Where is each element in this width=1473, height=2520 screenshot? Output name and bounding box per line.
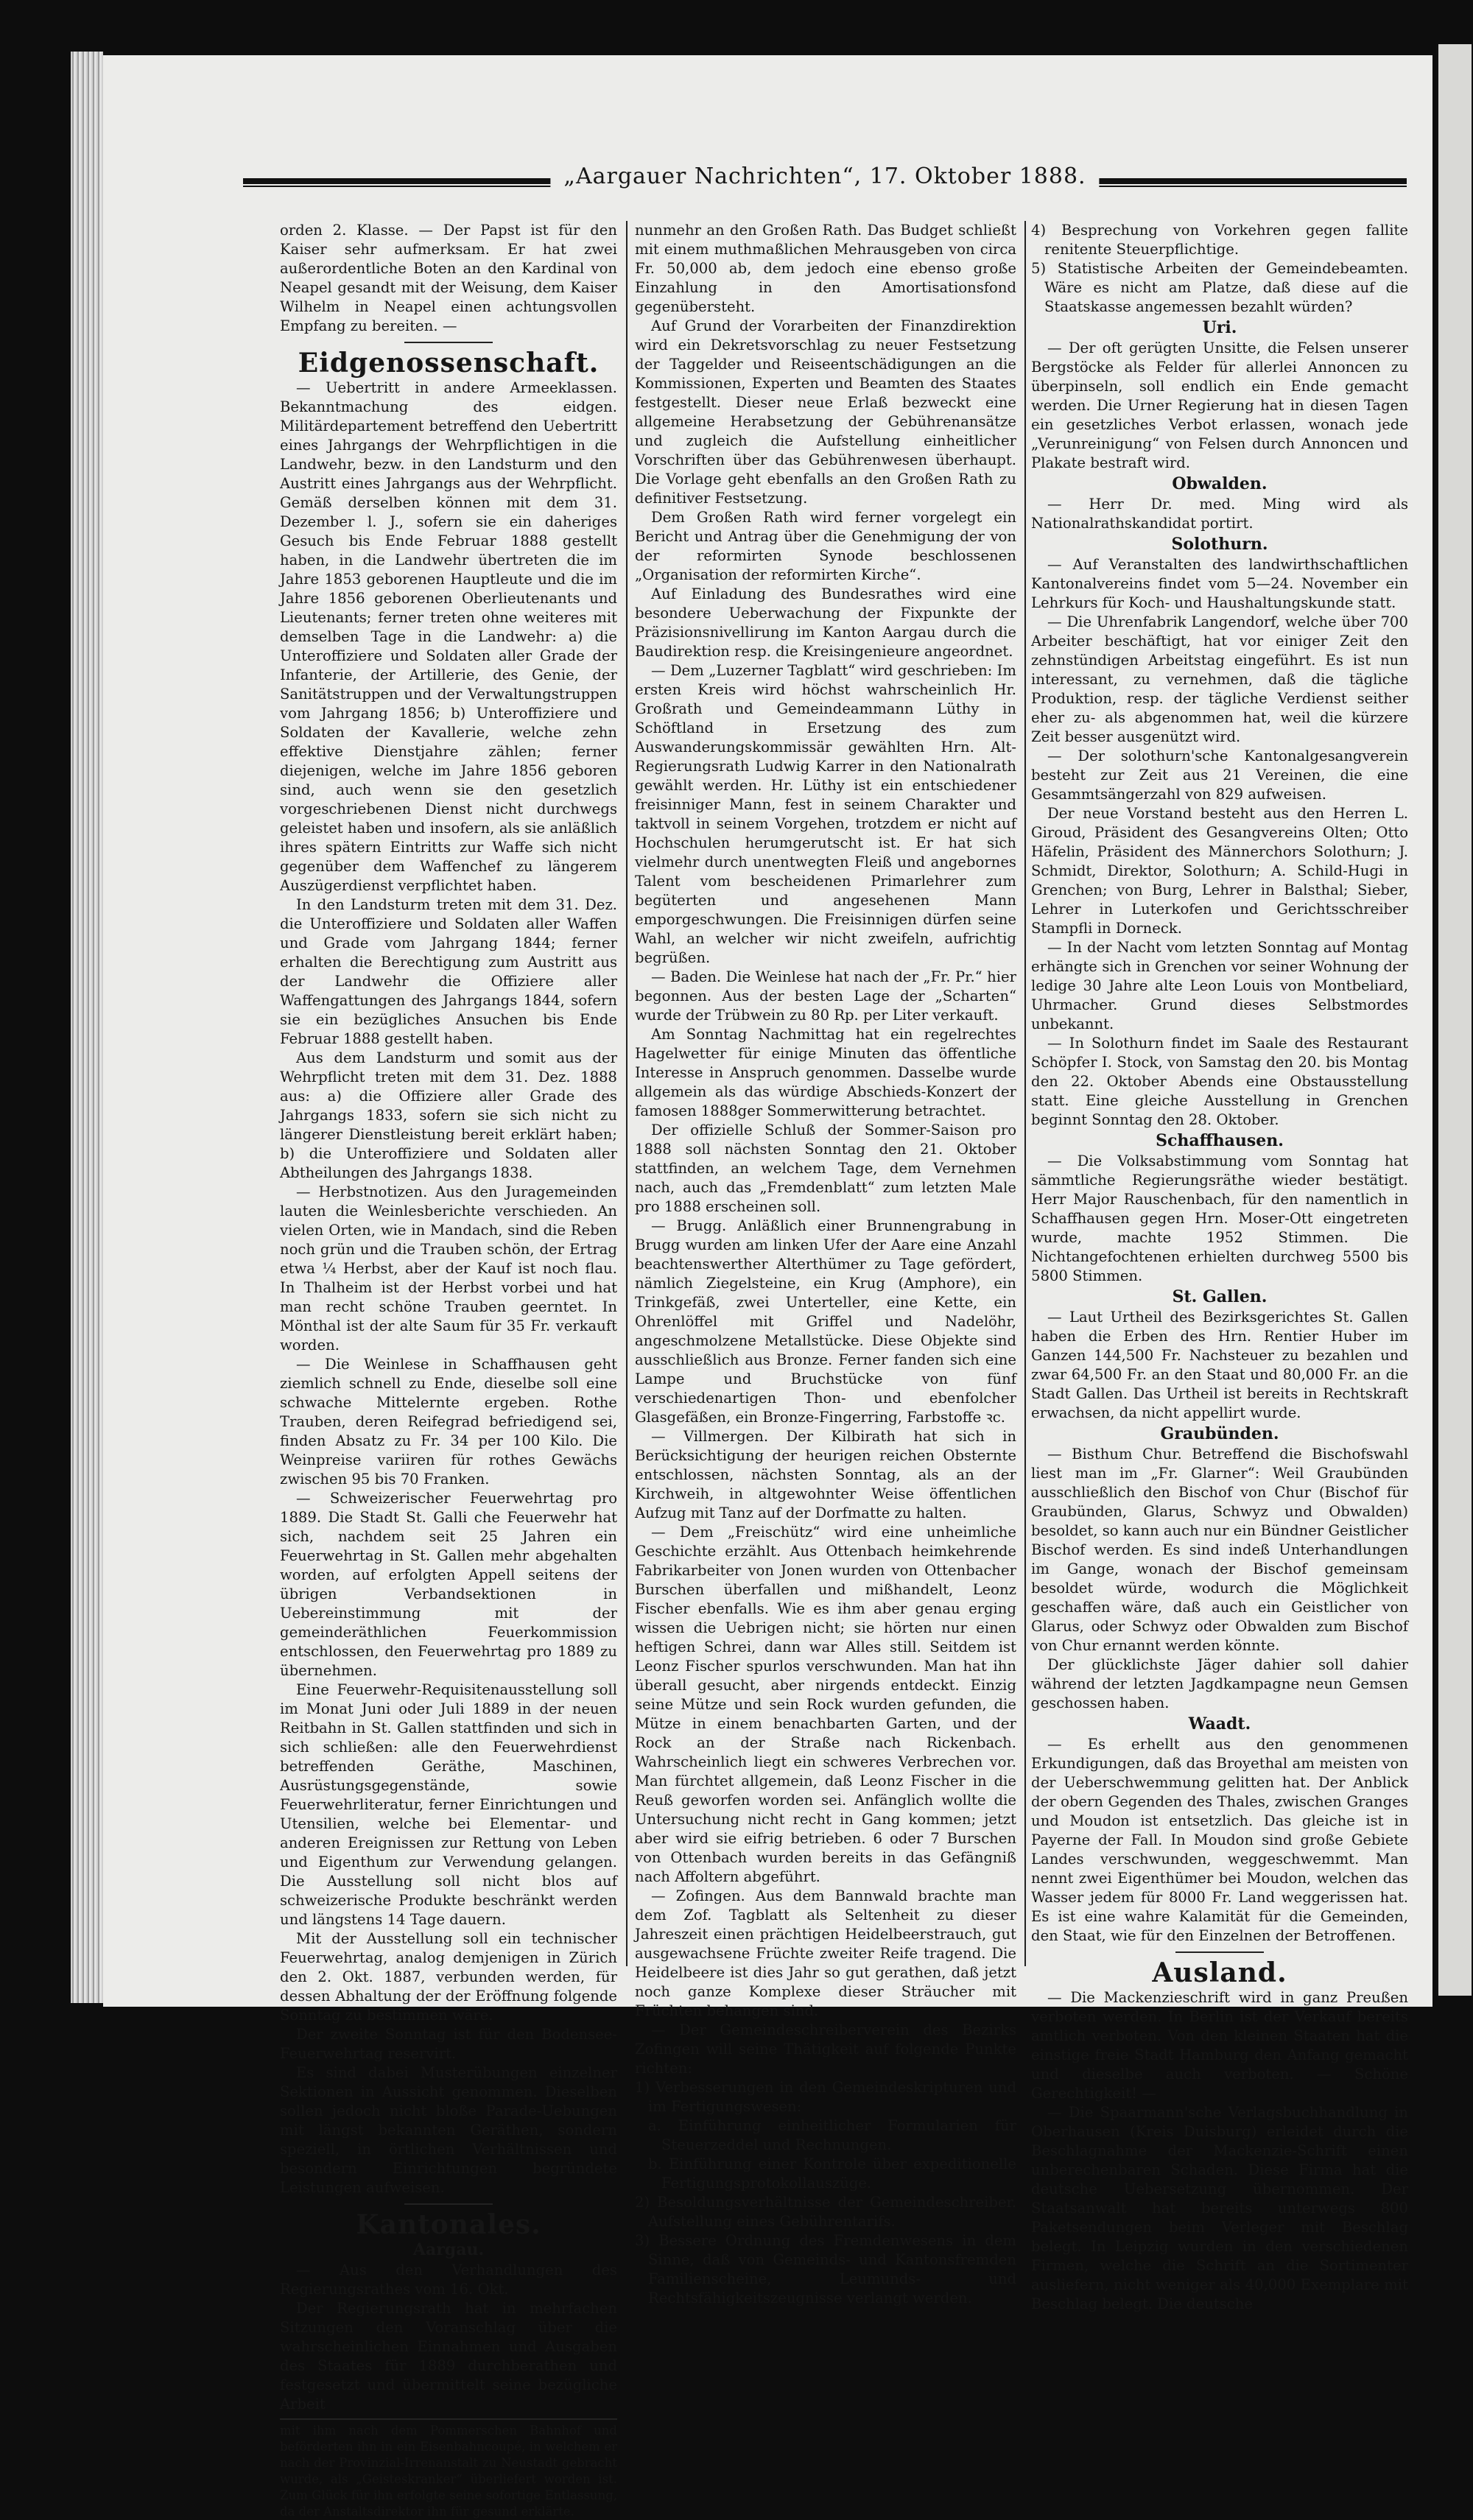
paragraph: — Villmergen. Der Kilbirath hat sich in Berücksichtigung der heurigen reichen Obsternte entschlossen, nächsten Sonntag, als an der Kirchweih, in altgewohnter Weise öffentlichen Aufzug mit Tanz auf der Dorfmatte zu halten. [635,1428,1016,1521]
paragraph: Dem Großen Rath wird ferner vorgelegt ein Bericht und Antrag über die Genehmigung der von der reformirten Synode beschlossenen „Organisation der reformirten Kirche“. [635,509,1016,583]
paragraph: — Der solothurn'sche Kantonalgesangverein besteht zur Zeit aus 21 Vereinen, die eine Gesammtsängerzahl von 829 aufweisen. [1031,747,1408,803]
subheading-waadt: Waadt. [1188,1714,1251,1734]
paragraph: — Die Volksabstimmung vom Sonntag hat sämmtliche Regierungsräthe wieder bestätigt. Herr Major Rauschenbach, für den namentlich in Schaffhausen gegen Hrn. Moser-Ott eingetreten wurde, machte 1952 Stimmen. Die Nichtangefochtenen erhielten durchweg 5500 bis 5800 Stimmen. [1031,1152,1408,1284]
column-1 [280,221,617,2520]
divider [1175,1951,1264,1953]
paragraph: — Aus den Verhandlungen des Regierungsrathes vom 16. Okt. [280,2262,617,2298]
section-heading-kantonales: Kantonales. [356,2209,541,2240]
list-item: 4) Besprechung von Vorkehren gegen fallite renitente Steuerpflichtige. [1031,222,1408,258]
paragraph: — Auf Veranstalten des landwirthschaftlichen Kantonalvereins findet vom 5—24. November ein Lehrkurs für Koch- und Haushaltungskunde statt. [1031,556,1408,611]
paragraph: — Dem „Freischütz“ wird eine unheimliche Geschichte erzählt. Aus Ottenbach heimkehrende Fabrikarbeiter von Jonen wurden von Ottenbacher Burschen überfallen und mißhandelt, Leonz Fischer ebenfalls. Wie es ihm aber genau erging wissen die Uebrigen nicht; sie hörten nur einen heftigen Schrei, dann war Alles still. Seitdem ist Leonz Fischer spurlos verschwunden. Man hat ihn überall gesucht, aber nirgends entdeckt. Einzig seine Mütze und sein Rock wurden gefunden, die Mütze in einem benachbarten Garten, und der Rock an der Straße nach Rickenbach. Wahrscheinlich liegt ein schweres Verbrechen vor. Man fürchtet allgemein, daß Leonz Fischer in die Reuß geworfen worden sei. Anfänglich wollte die Untersuchung nicht recht in Gang kommen; jetzt aber wird sie eifrig betrieben. 6 oder 7 Burschen von Ottenbach wurden bereits in das Gefängniß nach Affoltern abgeführt. [635,1524,1016,1885]
paragraph: — Bisthum Chur. Betreffend die Bischofswahl liest man im „Fr. Glarner“: Weil Graubünden ausschließlich den Bischof von Chur (Bischof für Graubünden, Glarus, Schwyz und Obwalden) besoldet, so kann auch nur ein Bündner Geistlicher Bischof werden. Es sind indeß Unterhandlungen im Gange, wonach der Bischof gemeinsam besoldet würde, wodurch die Möglichkeit geschaffen wäre, daß auch ein Geistlicher von Glarus, oder Schwyz oder Obwalden zum Bischof von Chur ernannt werden könnte. [1031,1446,1409,1654]
subheading-graubuenden: Graubünden. [1160,1424,1279,1443]
masthead [243,125,1407,189]
list-item: 1) Verbesserungen in den Gemeindeskripturen und im Fertigungswesen: [635,2079,1016,2115]
column-2 [635,221,1016,2308]
paragraph: In den Landsturm treten mit dem 31. Dez. die Unteroffiziere und Soldaten aller Waffen und Grade vom Jahrgang 1844; ferner erhalten die Berechtigung zum Austritt aus der Landwehr die Offiziere aller Waffengattungen des Jahrgangs 1844, sofern sie ein bezügliches Ansuchen bis Ende Februar 1888 gestellt haben. [280,896,617,1047]
paragraph: — Herbstnotizen. Aus den Juragemeinden lauten die Weinlesberichte verschieden. An vielen Orten, wie in Mandach, sind die Reben noch grün und die Trauben schön, der Ertrag etwa ¼ Herbst, aber der Kauf ist noch flau. In Thalheim ist der Herbst vorbei und hat man recht schöne Trauben geerntet. In Mönthal ist der alte Saum für 35 Fr. verkauft worden. [280,1183,617,1354]
paragraph: Der zweite Sonntag ist für den Bodensee-Feuerwehrtag reservirt. [280,2026,617,2062]
divider [404,2203,493,2205]
masthead-title: „Aargauer Nachrichten“, 17. Oktober 1888. [550,163,1099,189]
paragraph: Auf Grund der Vorarbeiten der Finanzdirektion wird ein Dekretsvorschlag zu neuer Festsetzung der Taggelder und Reiseentschädigungen an die Kommissionen, Experten und Beamten des Staates festgestellt. Dieser neue Erlaß bezweckt eine allgemeine Herabsetzung der Gebührenansätze und zugleich die Aufstellung einheitlicher Vorschriften über das Gebührenwesen überhaupt. Die Vorlage geht ebenfalls an den Großen Rath zu definitiver Festsetzung. [635,317,1016,507]
paragraph: — Brugg. Anläßlich einer Brunnengrabung in Brugg wurden am linken Ufer der Aare eine Anzahl beachtenswerther Alterthümer zu Tage gefördert, nämlich Ziegelsteine, ein Krug (Amphore), ein Trinkgefäß, zwei Unterteller, eine Kette, ein Ohrenlöffel mit Griffel und Nadelöhr, angeschmolzene Metallstücke. Diese Objekte sind ausschließlich aus Bronze. Ferner fanden sich eine Lampe und Bruchstücke von fünf verschiedenartigen Thon- und ebenfolcher Glasgefäßen, ein Bronze-Fingerring, Farbstoffe ꝛc. [635,1217,1016,1426]
subheading-schaffhausen: Schaffhausen. [1156,1131,1284,1150]
paragraph: — In der Nacht vom letzten Sonntag auf Montag erhängte sich in Grenchen vor seiner Wohnung der ledige 30 Jahre alte Leon Louis von Montbeliard, Uhrmacher. Grund dieses Selbstmordes unbekannt. [1031,939,1408,1032]
section-heading-ausland: Ausland. [1152,1957,1287,1988]
subheading-obwalden: Obwalden. [1172,474,1268,493]
paragraph: — In Solothurn findet im Saale des Restaurant Schöpfer I. Stock, von Samstag den 20. bis Montag den 22. Oktober Abends eine Obstausstellung statt. Eine gleiche Ausstellung in Grenchen beginnt Sonntag den 28. Oktober. [1031,1035,1408,1128]
subheading-aargau: Aargau. [412,2240,485,2259]
paragraph: Der Regierungsrath hat in mehrfachen Sitzungen den Voranschlag über die wahrscheinlichen Einnahmen und Ausgaben des Staates für 1889 durchberathen und festgesetzt und übermittelt seine bezügliche Arbeit [280,2300,617,2412]
page-edge-stack [71,52,103,2003]
section-heading-eidgenossenschaft: Eidgenossenschaft. [298,348,600,379]
list-item: 3) Bessere Ordnung des Fremdenwesens in dem Sinne, daß von Gemeinds- und Kantonsfremden Familienscheine, Leumunds- und Rechtsfähigkeitszeugnisse verlangt werden. [635,2232,1016,2306]
paragraph: Der neue Vorstand besteht aus den Herren L. Giroud, Präsident des Gesangvereins Olten; Otto Häfelin, Präsident des Männerchors Solothurn; J. Schmidt, Direktor, Solothurn; A. Schild-Hugi in Grenchen; von Burg, Lehrer in Balsthal; Sieber, Lehrer in Luterkofen und Gerichtsschreiber Stampfli in Dorneck. [1031,805,1408,937]
paragraph: — Die Mackenzieschrift wird in ganz Preußen verboten werden. In Berlin ist der Verkauf bereits amtlich verboten. Von den kleinen Staaten hat die einstige freie Stadt Hamburg den Anfang gemacht und dieselbe auch verboten. — Schöne Gerechtigkeit! — [1031,1989,1408,2102]
paragraph: Mit der Ausstellung soll ein technischer Feuerwehrtag, analog demjenigen in Zürich den 2. Okt. 1887, verbunden werden, für dessen Abhaltung der der Eröffnung folgende Sonntag zu bestimmen wäre. [280,1930,617,2024]
footnote: mit ihm nach dem Pommerschen Bahnhof und beförderten ihn in ein Eisenbahncoupé, in welchem er nach der Provinzial-Irrenanstalt zu Neustadt gebracht wurde, als „Geisteskranker“ überliefert worden ist. Zum Glück für ihn erfolgte seine sofortige Entlassung, da der Anstaltsdirektor ihn für gesund erklärte. [280,2418,617,2520]
column-divider-1 [626,221,627,1966]
list-item: 5) Statistische Arbeiten der Gemeindebeamten. Wäre es nicht am Platze, daß diese auf die Staatskasse angemessen bezahlt würden? [1031,260,1408,315]
paragraph: Auf Einladung des Bundesrathes wird eine besondere Ueberwachung der Fixpunkte der Präzisionsnivellirung im Kanton Aargau durch die Baudirektion resp. die Kreisingenieure angeordnet. [635,585,1016,660]
paragraph: — Die Spaarmann'sche Verlagsbuchhandlung in Oberhausen (Kreis Duisburg) erleidet durch die Beschlagnahme der Mackenzie-Schrift einen unberechenbaren Schaden. Diese Firma hat die deutsche Uebersetzung übernommen. Der Staatsanwalt hat bereits unterwegs 800 Paketsendungen beim Verleger mit Beschlag belegt. In Leipzig wurden in den verschiedenen Firmen, welche die Schrift an die Sortimenter ausliefern, nicht weniger als 40,000 Exemplare mit Beschlag belegt. Die deutsche [1031,2104,1408,2312]
paragraph: — Schweizerischer Feuerwehrtag pro 1889. Die Stadt St. Galli che Feuerwehr hat sich, nachdem seit 25 Jahren ein Feuerwehrtag in St. Gallen mehr abgehalten worden, auf erfolgten Appell seitens der übrigen Verbandsektionen in Uebereinstimmung mit der gemeinderäthlichen Feuerkommission entschlossen, den Feuerwehrtag pro 1889 zu übernehmen. [280,1490,617,1679]
list-item: a. Einführung einheitlicher Formularien für Steuerzeddel und Rechnungen. [648,2117,1016,2153]
divider [404,342,493,343]
subheading-st-gallen: St. Gallen. [1172,1287,1268,1306]
next-page-edge [1436,44,1472,1996]
paragraph: — Der Gemeindeschreiberverein des Bezirks Zofingen will seine Thätigkeit auf folgende Punkte richten: [635,2021,1016,2077]
paragraph: — Zofingen. Aus dem Bannwald brachte man dem Zof. Tagblatt als Seltenheit zu dieser Jahreszeit einen prächtigen Heidelbeerstrauch, gut ausgewachsene Früchte zweiter Reife tragend. Die Heidelbeere ist dies Jahr so gut gerathen, daß jetzt noch ganze Komplexe dieser Sträucher mit Früchten behangen sind. [635,1887,1016,2019]
paragraph: — Die Uhrenfabrik Langendorf, welche über 700 Arbeiter beschäftigt, hat vor einiger Zeit den zehnstündigen Arbeitstag eingeführt. Es ist nun interessant, zu vernehmen, daß die tägliche Produktion, resp. der tägliche Verdienst seither eher zu- als abgenommen hat, weil die kürzere Zeit besser ausgenützt wird. [1031,613,1408,745]
paragraph: Eine Feuerwehr-Requisitenausstellung soll im Monat Juni oder Juli 1889 in der neuen Reitbahn in St. Gallen stattfinden und sich in sich schließen: alle den Feuerwehrdienst betreffenden Geräthe, Maschinen, Ausrüstungsgegenstände, sowie Feuerwehrliteratur, ferner Einrichtungen und Utensilien, welche bei Elementar- und anderen Ereignissen zur Rettung von Leben und Eigenthum zur Verwendung gelangen. Die Ausstellung soll nicht blos auf schweizerische Produkte beschränkt werden und längstens 14 Tage dauern. [280,1681,617,1928]
paragraph: — Es erhellt aus den genommenen Erkundigungen, daß das Broyethal am meisten von der Ueberschwemmung gelitten hat. Der Anblick der obern Gegenden des Thales, zwischen Granges und Moudon ist entsetzlich. Das gleiche ist in Payerne der Fall. In Moudon sind große Gebiete Landes verschwunden, weggeschwemmt. Man nennt zwei Eigenthümer bei Moudon, welchen das Wasser jedem für 8000 Fr. Land weggerissen hat. Es ist eine wahre Kalamität für die Gemeinden, den Staat, wie für den Einzelnen der Betroffenen. [1031,1736,1408,1944]
list-item: b. Einführung einer Kontrole über expeditionelle Fertigungsprotokollauszüge. [648,2155,1016,2192]
paragraph: Der glücklichste Jäger dahier soll dahier während der letzten Jagdkampagne neun Gemsen geschossen haben. [1031,1656,1408,1711]
paragraph: orden 2. Klasse. — Der Papst ist für den Kaiser sehr aufmerksam. Er hat zwei außerordentliche Boten an den Kardinal von Neapel gesandt mit der Weisung, dem Kaiser Wilhelm in Neapel einen achtungsvollen Empfang zu bereiten. — [280,222,617,334]
subheading-uri: Uri. [1202,318,1237,337]
paragraph: — Uebertritt in andere Armeeklassen. Bekanntmachung des eidgen. Militärdepartement betreffend den Uebertritt eines Jahrgangs der Wehrpflichtigen in die Landwehr, bezw. in den Landsturm und den Austritt eines Jahrgangs aus der Wehrpflicht. Gemäß derselben können mit dem 31. Dezember l. J., sofern sie ein daheriges Gesuch bis Ende Februar 1888 gestellt haben, in die Landwehr übertreten die im Jahre 1853 geborenen Hauptleute und die im Jahre 1856 geborenen Oberlieutenants und Lieutenants; ferner treten ohne weiteres mit demselben Tage in die Landwehr: a) die Unteroffiziere und Soldaten aller Grade der Infanterie, der Artillerie, des Genie, der Sanitätstruppen und der Verwaltungstruppen vom Jahrgang 1856; b) Unteroffiziere und Soldaten der Kavallerie, welche zehn effektive Dienstjahre zählen; ferner diejenigen, welche im Jahre 1856 geboren sind, auch wenn sie den gesetzlich vorgeschriebenen Dienst nicht durchwegs geleistet haben und insofern, als sie anläßlich ihres spätern Eintritts zur Waffe sich nicht gegenüber dem Waffenchef zu längerem Auszügerdienst verpflichtet haben. [280,379,617,894]
paragraph: — Herr Dr. med. Ming wird als Nationalrathskandidat portirt. [1031,496,1408,532]
column-3 [1031,221,1408,2314]
paragraph: — Laut Urtheil des Bezirksgerichtes St. Gallen haben die Erben des Hrn. Rentier Huber im Ganzen 144,500 Fr. Nachsteuer zu bezahlen und zwar 64,500 Fr. an den Staat und 80,000 Fr. an die Stadt Gallen. Das Urtheil ist bereits in Rechtskraft erwachsen, da nicht appellirt wurde. [1031,1309,1408,1421]
paragraph: nunmehr an den Großen Rath. Das Budget schließt mit einem muthmaßlichen Mehrausgeben von circa Fr. 50,000 ab, dem jedoch eine ebenso große Einzahlung in den Amortisationsfond gegenübersteht. [635,222,1016,315]
paragraph: — Der oft gerügten Unsitte, die Felsen unserer Bergstöcke als Felder für allerlei Annoncen zu überpinseln, soll endlich ein Ende gemacht werden. Die Urner Regierung hat in diesen Tagen ein gesetzliches Verbot erlassen, wonach jede „Verunreinigung“ von Felsen durch Annoncen und Plakate bestraft wird. [1031,339,1408,471]
paragraph: — Baden. Die Weinlese hat nach der „Fr. Pr.“ hier begonnen. Aus der besten Lage der „Scharten“ wurde der Trübwein zu 80 Rp. per Liter verkauft. [635,968,1016,1024]
paragraph: Am Sonntag Nachmittag hat ein regelrechtes Hagelwetter für einige Minuten das öffentliche Interesse in Anspruch genommen. Dasselbe wurde allgemein als das würdige Abschieds-Konzert der famosen 1888ger Sommerwitterung betrachtet. [635,1026,1016,1119]
paragraph: — Dem „Luzerner Tagblatt“ wird geschrieben: Im ersten Kreis wird höchst wahrscheinlich Hr. Großrath und Gemeindeammann Lüthy in Schöftland in Ersetzung des zum Auswanderungskommissär gewählten Hrn. Alt-Regierungsrath Ludwig Karrer in den Nationalrath gewählt werden. Hr. Lüthy ist ein entschiedener freisinniger Mann, fest in seinem Charakter und taktvoll in seinem Vorgehen, trotzdem er nicht auf Hochschulen herumgerutscht ist. Er hat sich vielmehr durch unentwegten Fleiß und angebornes Talent vom bescheidenen Primarlehrer zum begüterten und angesehenen Mann emporgeschwungen. Die Freisinnigen dürfen seine Wahl, an welcher wir nicht zweifeln, aufrichtig begrüßen. [635,662,1016,966]
paragraph: Der offizielle Schluß der Sommer-Saison pro 1888 soll nächsten Sonntag den 21. Oktober stattfinden, an welchem Tage, dem Vernehmen nach, auch das „Fremdenblatt“ zum letzten Male pro 1888 erscheinen soll. [635,1122,1016,1215]
paragraph: — Die Weinlese in Schaffhausen geht ziemlich schnell zu Ende, dieselbe soll eine schwache Mittelernte ergeben. Rothe Trauben, deren Reifegrad befriedigend sei, finden Absatz zu Fr. 34 per 100 Kilo. Die Weinpreise variiren für rothes Gewächs zwischen 95 bis 70 Franken. [280,1356,617,1488]
paragraph: Aus dem Landsturm und somit aus der Wehrpflicht treten mit dem 31. Dez. 1888 aus: a) die Offiziere aller Grade des Jahrgangs 1833, sofern sie sich nicht zu längerer Dienstleistung bereit erklärt haben; b) die Unteroffiziere und Soldaten aller Abtheilungen des Jahrgangs 1838. [280,1049,617,1181]
paragraph: Es sind dabei Musterübungen einzelner Sektionen in Aussicht genommen. Dieselben sollen jedoch nicht bloße Parade-Uebungen mit längst bekannten Geräthen, sondern speziell, in örtlichen Verhältnissen und besondern Einrichtungen begründete Leistungen aufweisen. [280,2064,617,2196]
column-divider-2 [1024,221,1026,1966]
subheading-solothurn: Solothurn. [1171,535,1268,554]
list-item: 2) Besoldungsverhältnisse der Gemeindeschreiber. Aufstellung eines Gebührentarifs. [635,2194,1016,2230]
